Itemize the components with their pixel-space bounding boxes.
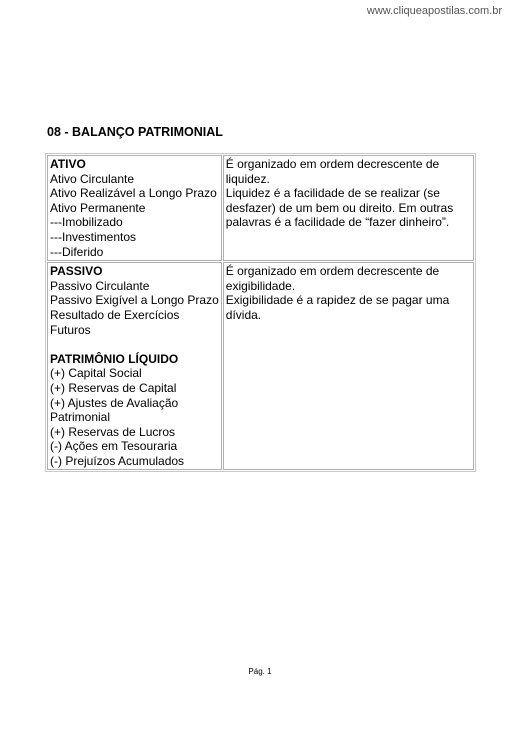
liquidez-definition: Liquidez é a facilidade de se realizar (se desfazer) de um bem ou direito. Em outras palavras é a facilidade de “fazer dinheiro”. — [225, 186, 454, 230]
ativo-item: ---Imobilizado — [50, 215, 123, 230]
table-row-ativo — [47, 155, 474, 261]
ativo-description-cell — [223, 155, 474, 261]
page-number: Pág. 1 — [248, 667, 272, 676]
passivo-heading: PASSIVO — [50, 264, 103, 279]
ativo-heading: ATIVO — [50, 157, 86, 171]
pl-item: (+) Reservas de Lucros — [50, 424, 176, 439]
pl-item: (-) Prejuízos Acumulados — [50, 453, 185, 468]
passivo-cell — [47, 262, 222, 470]
site-url: www.cliqueapostilas.com.br — [366, 5, 502, 17]
ativo-description: É organizado em ordem decrescente de liquidez. — [225, 157, 440, 186]
ativo-item: ---Investimentos — [50, 229, 137, 244]
passivo-item: Passivo Exigível a Longo Prazo — [50, 293, 219, 308]
balance-sheet-table — [45, 153, 476, 472]
exigibilidade-definition: Exigibilidade é a rapidez de se pagar uma dívida. — [225, 293, 450, 322]
ativo-item: ---Diferido — [50, 244, 104, 259]
ativo-cell — [47, 155, 222, 261]
pl-item: (-) Ações em Tesouraria — [50, 439, 178, 454]
passivo-description-cell — [223, 262, 474, 470]
ativo-item: Ativo Permanente — [50, 200, 146, 215]
ativo-item: Ativo Realizável a Longo Prazo — [50, 186, 217, 201]
patrimonio-liquido-heading: PATRIMÔNIO LÍQUIDO — [50, 351, 179, 366]
section-title: 08 - BALANÇO PATRIMONIAL — [47, 125, 223, 139]
spacer — [50, 337, 219, 352]
pl-item: (+) Reservas de Capital — [50, 380, 177, 395]
table-row-passivo — [47, 262, 474, 470]
pl-item: (+) Ajustes de Avaliação Patrimonial — [50, 395, 179, 425]
passivo-item: Passivo Circulante — [50, 278, 150, 293]
ativo-item: Ativo Circulante — [50, 171, 135, 186]
pl-item: (+) Capital Social — [50, 366, 142, 381]
passivo-description: É organizado em ordem decrescente de exigibilidade. — [225, 264, 440, 293]
passivo-item: Resultado de Exercícios Futuros — [50, 307, 180, 337]
